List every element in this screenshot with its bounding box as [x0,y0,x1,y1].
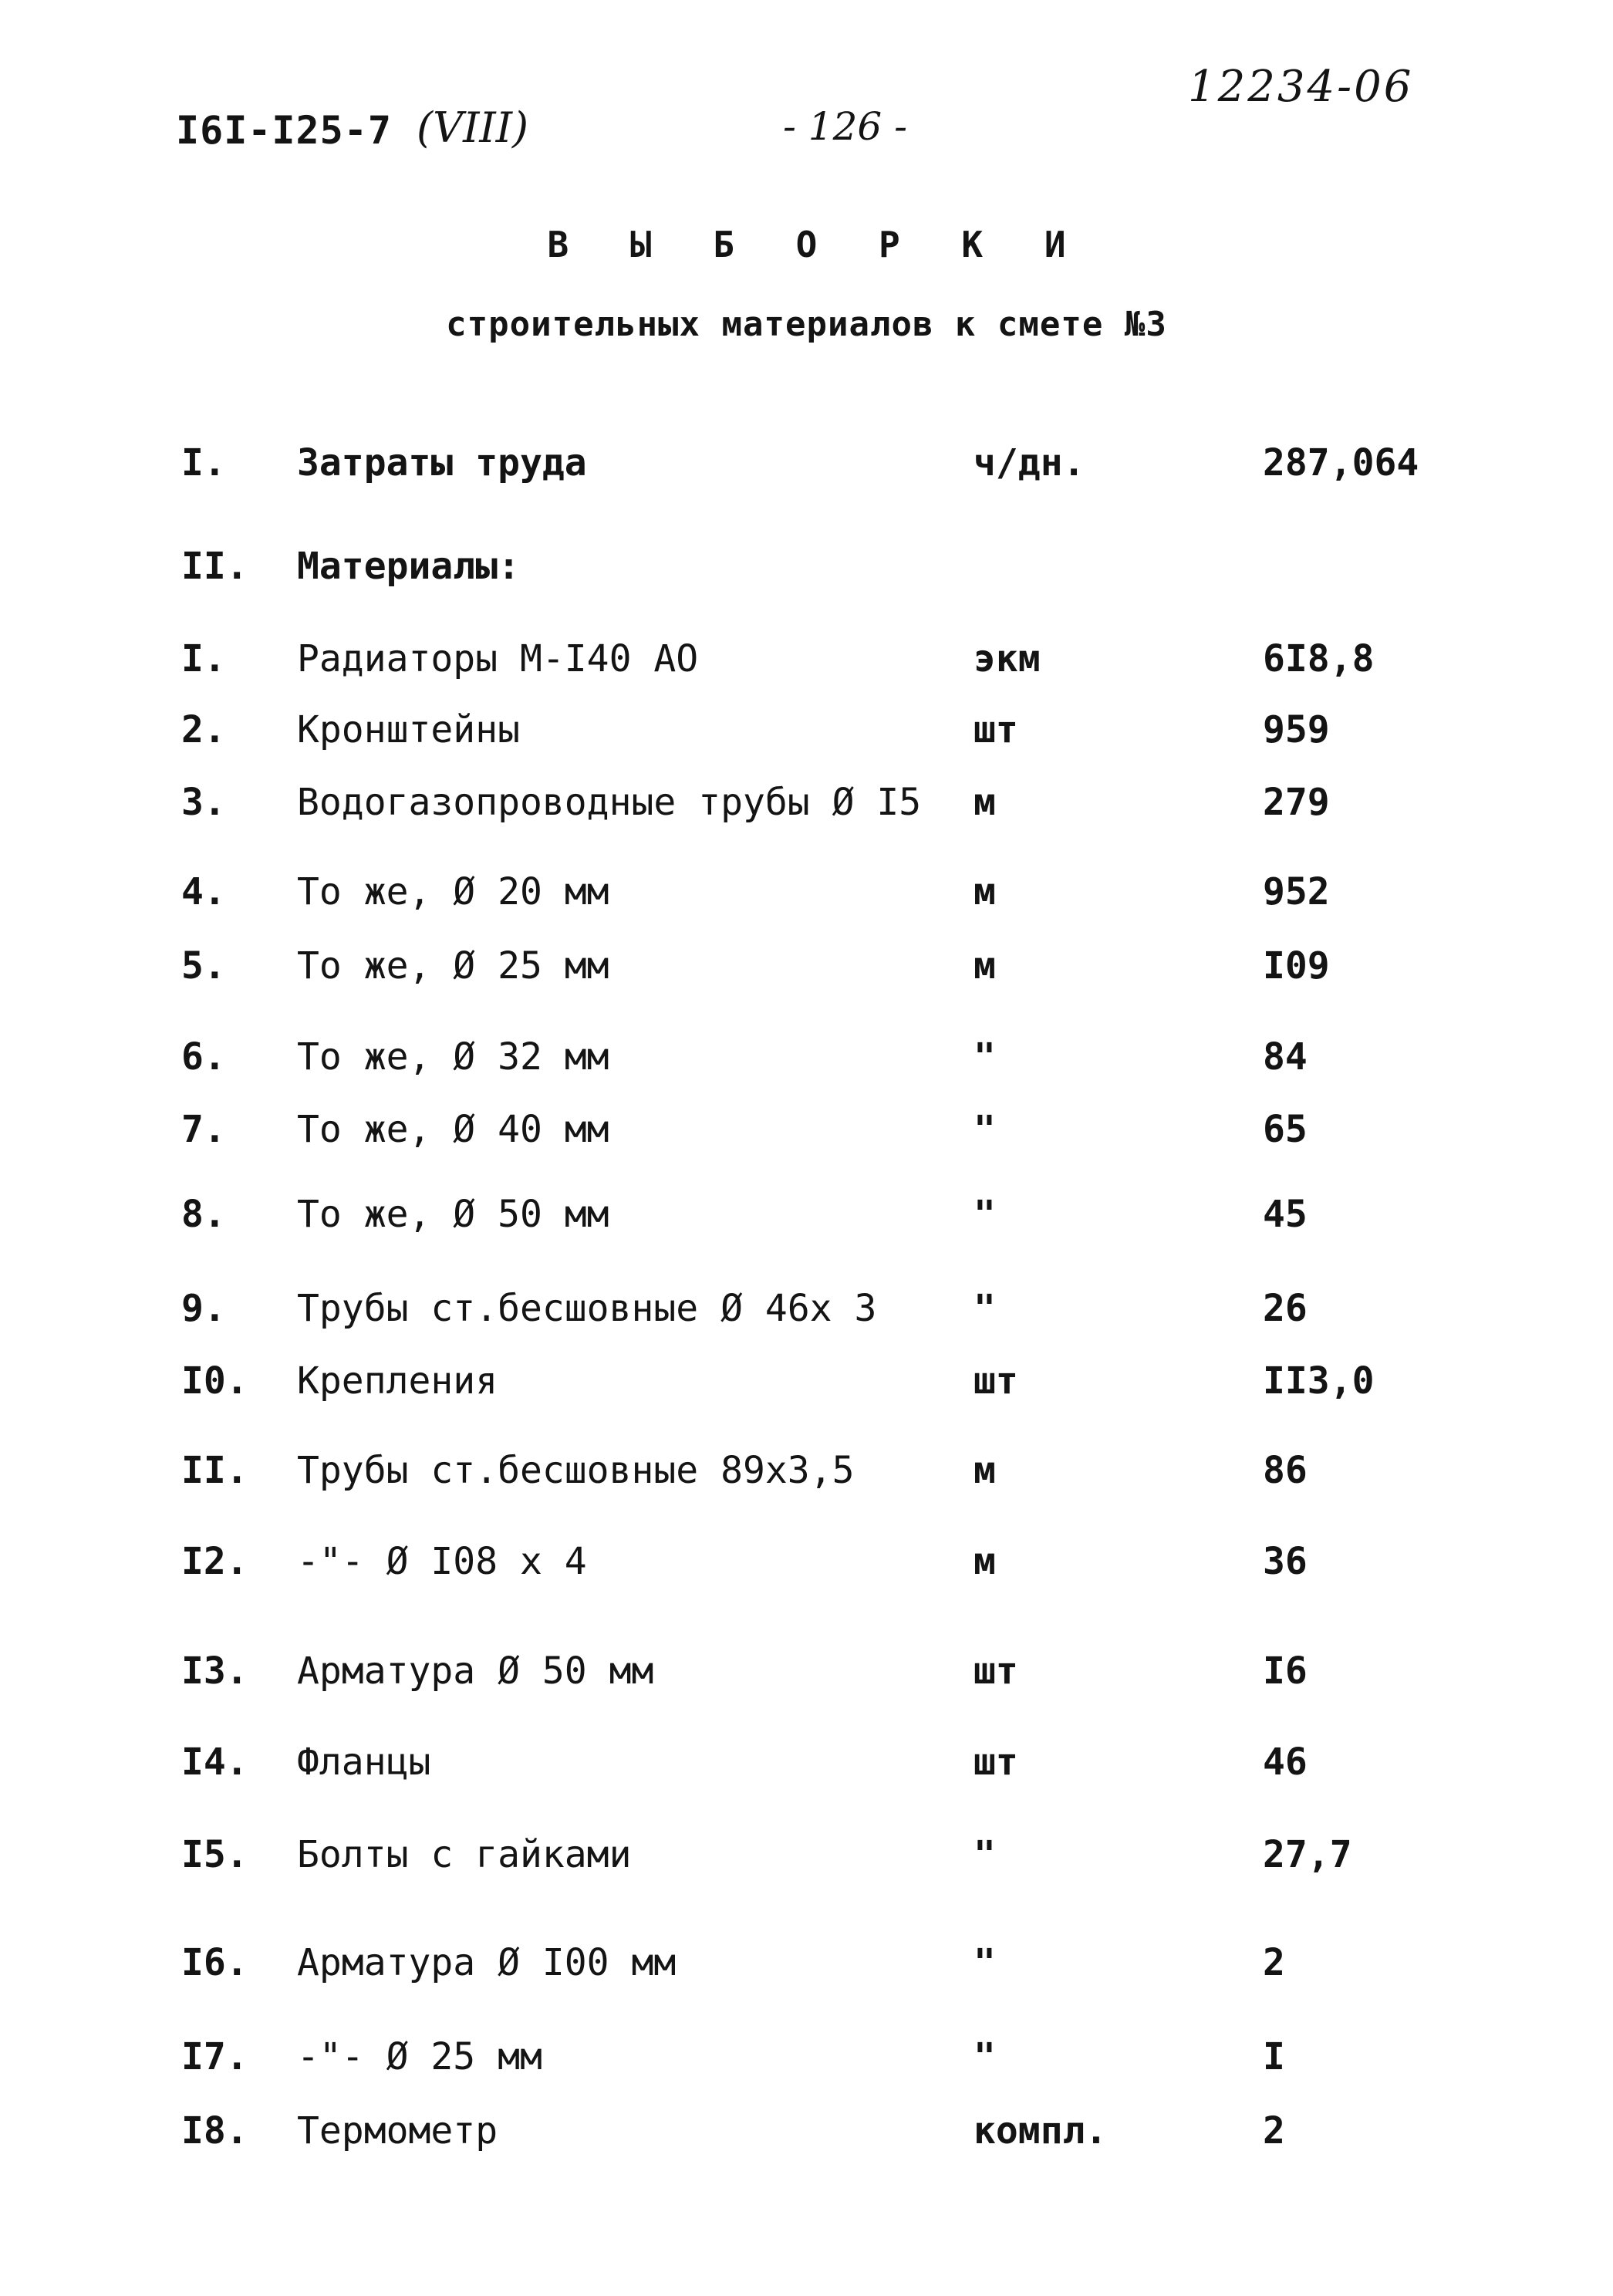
item-name: Водогазопроводные трубы Ø I5 [297,781,922,824]
section-row-materials [0,542,1613,591]
item-number: I5. [181,1833,248,1876]
item-name: Термометр [297,2109,498,2152]
item-name: То же, Ø 25 мм [297,944,609,988]
item-number: 2. [181,708,226,751]
item-number: I3. [181,1649,248,1693]
item-name: -"- Ø 25 мм [297,2035,542,2078]
section-quantity: 287,064 [1263,441,1419,485]
document-volume: (VIII) [417,103,529,152]
item-number: I7. [181,2035,248,2078]
item-quantity: 2 [1263,1941,1285,1984]
table-row [0,705,1613,755]
item-quantity: 46 [1263,1741,1308,1784]
table-row [0,1646,1613,1696]
table-row [0,867,1613,917]
item-number: I0. [181,1359,248,1403]
item-quantity: I [1263,2035,1285,2078]
table-row [0,1830,1613,1879]
table-row [0,941,1613,991]
page-subtitle: строительных материалов к смете №3 [446,305,1167,344]
item-number: 8. [181,1193,226,1236]
item-name: То же, Ø 20 мм [297,870,609,913]
item-unit: " [974,1193,996,1236]
section-unit: ч/дн. [974,441,1085,485]
item-number: 6. [181,1035,226,1079]
item-number: 5. [181,944,226,988]
item-quantity: 26 [1263,1287,1308,1330]
item-quantity: 952 [1263,870,1330,913]
item-unit: шт [974,708,1018,751]
table-row [0,2106,1613,2156]
item-name: Крепления [297,1359,498,1403]
item-name: Болты с гайками [297,1833,632,1876]
item-number: I6. [181,1941,248,1984]
item-quantity: 45 [1263,1193,1308,1236]
item-name: Фланцы [297,1741,431,1784]
table-row [0,1938,1613,1987]
item-name: Кронштейны [297,708,520,751]
item-unit: шт [974,1359,1018,1403]
item-quantity: 2 [1263,2109,1285,2152]
item-name: Трубы ст.бесшовные 89х3,5 [297,1449,855,1492]
table-row [0,1737,1613,1787]
item-unit: " [974,1035,996,1079]
section-name: Материалы: [297,545,520,588]
item-name: То же, Ø 32 мм [297,1035,609,1079]
table-row [0,1284,1613,1333]
item-number: 3. [181,781,226,824]
item-unit: шт [974,1649,1018,1693]
item-name: Арматура Ø 50 мм [297,1649,654,1693]
table-row [0,1032,1613,1082]
item-quantity: I6 [1263,1649,1308,1693]
table-row [0,1356,1613,1406]
item-unit: " [974,1833,996,1876]
item-number: I4. [181,1741,248,1784]
item-quantity: 6I8,8 [1263,637,1375,680]
item-name: -"- Ø I08 х 4 [297,1540,587,1583]
item-quantity: 65 [1263,1108,1308,1151]
item-number: I. [181,637,226,680]
item-number: II. [181,1449,248,1492]
section-name: Затраты труда [297,441,587,485]
item-number: 4. [181,870,226,913]
item-quantity: 959 [1263,708,1330,751]
table-row [0,1190,1613,1239]
item-number: I2. [181,1540,248,1583]
table-row [0,1105,1613,1154]
item-number: 9. [181,1287,226,1330]
item-unit: " [974,1287,996,1330]
item-unit: м [974,781,996,824]
section-number: II. [181,545,248,588]
section-number: I. [181,441,226,485]
item-number: 7. [181,1108,226,1151]
item-unit: м [974,870,996,913]
item-quantity: I09 [1263,944,1330,988]
table-row [0,2032,1613,2082]
item-unit: экм [974,637,1041,680]
item-name: Трубы ст.бесшовные Ø 46х 3 [297,1287,877,1330]
item-unit: " [974,1108,996,1151]
item-quantity: 86 [1263,1449,1308,1492]
item-name: Арматура Ø I00 мм [297,1941,677,1984]
item-unit: " [974,2035,996,2078]
item-quantity: 36 [1263,1540,1308,1583]
item-quantity: 84 [1263,1035,1308,1079]
item-unit: компл. [974,2109,1108,2152]
item-unit: " [974,1941,996,1984]
page-title: В Ы Б О Р К И [547,224,1086,265]
item-unit: м [974,944,996,988]
item-unit: м [974,1449,996,1492]
item-name: Радиаторы М-I40 АО [297,637,699,680]
table-row [0,1537,1613,1586]
table-row [0,1446,1613,1495]
item-unit: шт [974,1741,1018,1784]
item-quantity: 279 [1263,781,1330,824]
item-number: I8. [181,2109,248,2152]
archive-number: 12234-06 [1188,62,1414,112]
item-name: То же, Ø 50 мм [297,1193,609,1236]
document-code: I6I-I25-7 [176,108,392,153]
item-name: То же, Ø 40 мм [297,1108,609,1151]
table-row [0,634,1613,684]
item-quantity: 27,7 [1263,1833,1352,1876]
item-quantity: II3,0 [1263,1359,1375,1403]
section-row-labour [0,438,1613,488]
page-number: - 126 - [783,104,908,149]
item-unit: м [974,1540,996,1583]
table-row [0,778,1613,827]
